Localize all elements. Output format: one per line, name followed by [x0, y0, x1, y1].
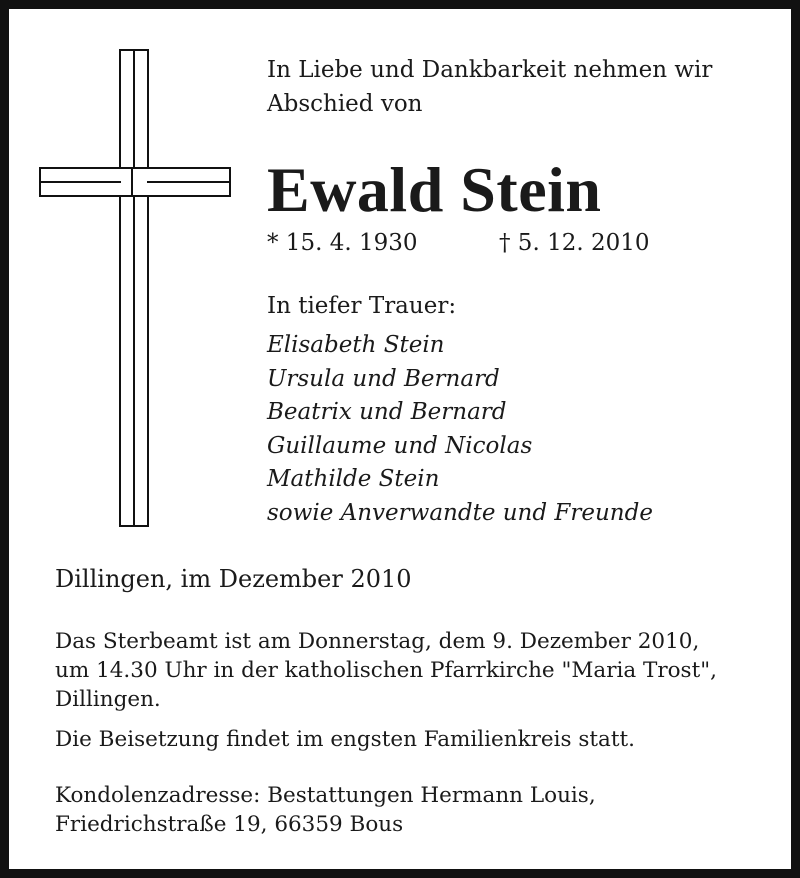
service-line: Dillingen. — [55, 687, 161, 712]
place-and-date: Dillingen, im Dezember 2010 — [55, 565, 412, 593]
service-info — [55, 627, 717, 714]
mourner-item: Elisabeth Stein — [267, 332, 445, 358]
mourners-list — [267, 329, 653, 531]
intro-line: Abschied von — [267, 91, 423, 117]
death-date: † 5. 12. 2010 — [499, 230, 650, 256]
condolence-address — [55, 781, 596, 839]
service-line: Das Sterbeamt ist am Donnerstag, dem 9. Dezember 2010, — [55, 629, 700, 654]
mourner-item: sowie Anverwandte und Freunde — [267, 499, 653, 526]
mourning-heading: In tiefer Trauer: — [267, 293, 457, 319]
condolence-line: Friedrichstraße 19, 66359 Bous — [55, 812, 404, 837]
mourner-item: Beatrix und Bernard — [267, 399, 507, 426]
birth-date: * 15. 4. 1930 — [267, 230, 418, 256]
burial-info: Die Beisetzung findet im engsten Familienkreis statt. — [55, 727, 635, 752]
intro-line: In Liebe und Dankbarkeit nehmen wir — [267, 57, 713, 83]
intro-text — [267, 53, 712, 121]
cross-vertical-beam — [119, 49, 149, 527]
deceased-name: Ewald Stein — [267, 154, 602, 225]
cross-intersection — [121, 169, 147, 195]
mourner-item: Guillaume und Nicolas — [267, 432, 533, 459]
condolence-line: Kondolenzadresse: Bestattungen Hermann Louis, — [55, 783, 596, 808]
mourner-item: Ursula und Bernard — [267, 365, 500, 392]
service-line: um 14.30 Uhr in der katholischen Pfarrkirche "Maria Trost", — [55, 658, 717, 683]
mourner-item: Mathilde Stein — [267, 466, 440, 493]
latin-cross-icon — [39, 49, 231, 527]
